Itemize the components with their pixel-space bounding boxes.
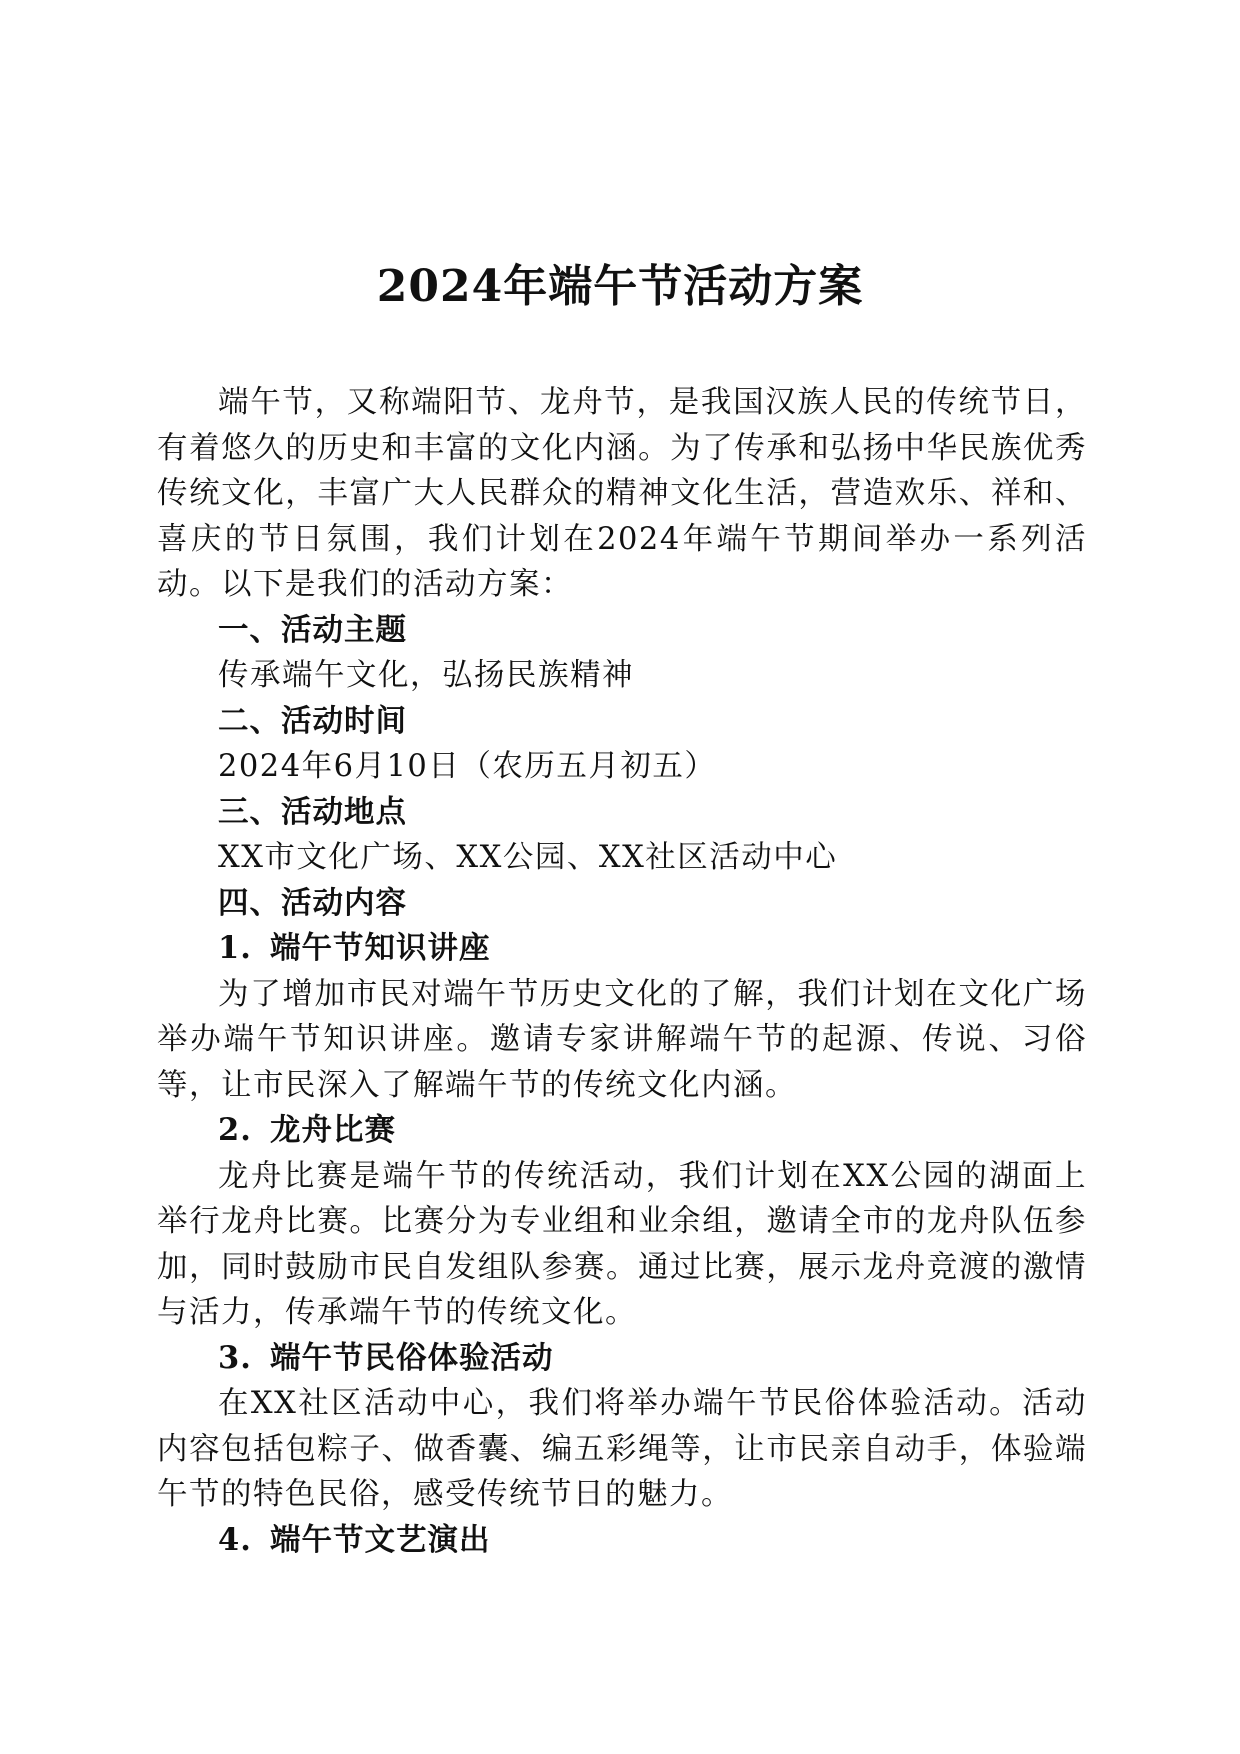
section-heading-content: 四、活动内容: [218, 884, 407, 921]
subsection-heading-performance: [157, 1518, 1087, 1564]
subsection-text-folk-experience: 在XX社区活动中心，我们将举办端午节民俗体验活动。活动内容包括包粽子、做香囊、编五彩绳等，让市民亲自动手，体验端午节的特色民俗，感受传统节日的魅力。: [157, 1386, 1087, 1512]
section-content-theme: 传承端午文化，弘扬民族精神: [218, 658, 634, 693]
document-title: 2024年端午节活动方案: [376, 261, 864, 312]
document-body: [157, 380, 1087, 1563]
subsection-heading-dragon-boat: [157, 1108, 1087, 1154]
subsection-title: 端午节文艺演出: [270, 1521, 491, 1558]
subsection-title: 龙舟比赛: [270, 1112, 396, 1148]
section-heading-theme: 一、活动主题: [218, 611, 407, 648]
subsection-number: 2.: [218, 1112, 252, 1148]
subsection-title: 端午节知识讲座: [270, 930, 491, 966]
subsection-text-dragon-boat: 龙舟比赛是端午节的传统活动，我们计划在XX公园的湖面上举行龙舟比赛。比赛分为专业组和业余组，邀请全市的龙舟队伍参加，同时鼓励市民自发组队参赛。通过比赛，展示龙舟竞渡的激情与活力，传承端午节的传统文化。: [157, 1158, 1087, 1330]
section-content-time: 2024年6月10日（农历五月初五）: [218, 749, 717, 784]
section-heading-time: 二、活动时间: [218, 702, 407, 739]
section-heading-location: 三、活动地点: [218, 793, 407, 830]
intro-paragraph: 端午节，又称端阳节、龙舟节，是我国汉族人民的传统节日，有着悠久的历史和丰富的文化内涵。为了传承和弘扬中华民族优秀传统文化，丰富广大人民群众的精神文化生活，营造欢乐、祥和、喜庆的节日氛围，我们计划在2024年端午节期间举办一系列活动。以下是我们的活动方案：: [157, 385, 1087, 602]
subsection-number: 1.: [218, 930, 252, 966]
subsection-heading-lecture: [157, 926, 1087, 972]
subsection-title: 端午节民俗体验活动: [270, 1339, 554, 1376]
subsection-number: 4.: [218, 1521, 252, 1558]
subsection-heading-folk-experience: [157, 1336, 1087, 1382]
subsection-text-lecture: 为了增加市民对端午节历史文化的了解，我们计划在文化广场举办端午节知识讲座。邀请专家讲解端午节的起源、传说、习俗等，让市民深入了解端午节的传统文化内涵。: [157, 976, 1087, 1103]
section-content-location: XX市文化广场、XX公园、XX社区活动中心: [218, 840, 838, 875]
subsection-number: 3.: [218, 1339, 252, 1376]
